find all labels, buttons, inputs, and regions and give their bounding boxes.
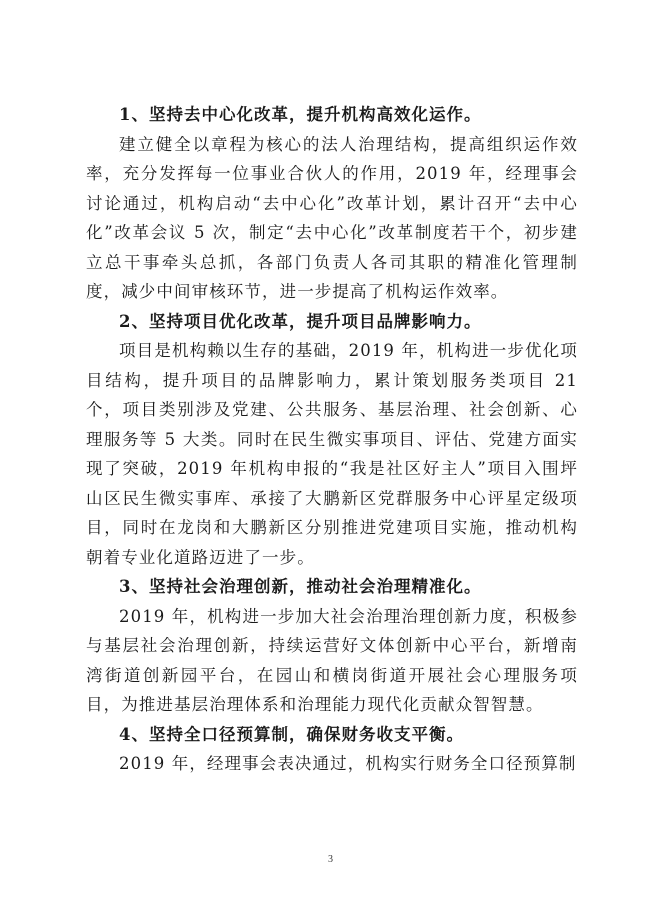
section-heading-1: 1、坚持去中心化改革，提升机构高效化运作。 xyxy=(119,105,482,124)
section-heading-3: 3、坚持社会治理创新，推动社会治理精准化。 xyxy=(119,577,482,596)
section-paragraph-4: 2019 年，经理事会表决通过，机构实行财务全口径预算制 xyxy=(119,754,577,773)
section-paragraph-1: 建立健全以章程为核心的法人治理结构，提高组织运作效率，充分发挥每一位事业合伙人的作用，2019 年，经理事会讨论通过，机构启动“去中心化”改革计划，累计召开“去中心化”改革会议 5 次，制定“去中心化”改革制度若干个，初步建立总干事牵头总抓，各部门负责人各司其职的精准化管理制度，减少中间审核环节，进一步提高了机构运作效率。 xyxy=(86,134,578,301)
section-heading-2: 2、坚持项目优化改革，提升项目品牌影响力。 xyxy=(119,311,482,331)
section-heading-4: 4、坚持全口径预算制，确保财务收支平衡。 xyxy=(119,724,464,744)
section-paragraph-3: 2019 年，机构进一步加大社会治理治理创新力度，积极参与基层社会治理创新，持续运营好文体创新中心平台，新增南湾街道创新园平台，在园山和横岗街道开展社会心理服务项目，为推进基层治理体系和治理能力现代化贡献众智智慧。 xyxy=(86,606,578,714)
page-number: 3 xyxy=(328,854,333,865)
section-paragraph-2: 项目是机构赖以生存的基础，2019 年，机构进一步优化项目结构，提升项目的品牌影响力，累计策划服务类项目 21 个，项目类别涉及党建、公共服务、基层治理、社会创新、心理服务等 5 大类。同时在民生微实事项目、评估、党建方面实现了突破，2019 年机构申报的“我是社区好主人”项目入围坪山区民生微实事库、承接了大鹏新区党群服务中心评星定级项目，同时在龙岗和大鹏新区分别推进党建项目实施，推动机构朝着专业化道路迈进了一步。 xyxy=(86,341,578,567)
document-body xyxy=(86,100,578,779)
